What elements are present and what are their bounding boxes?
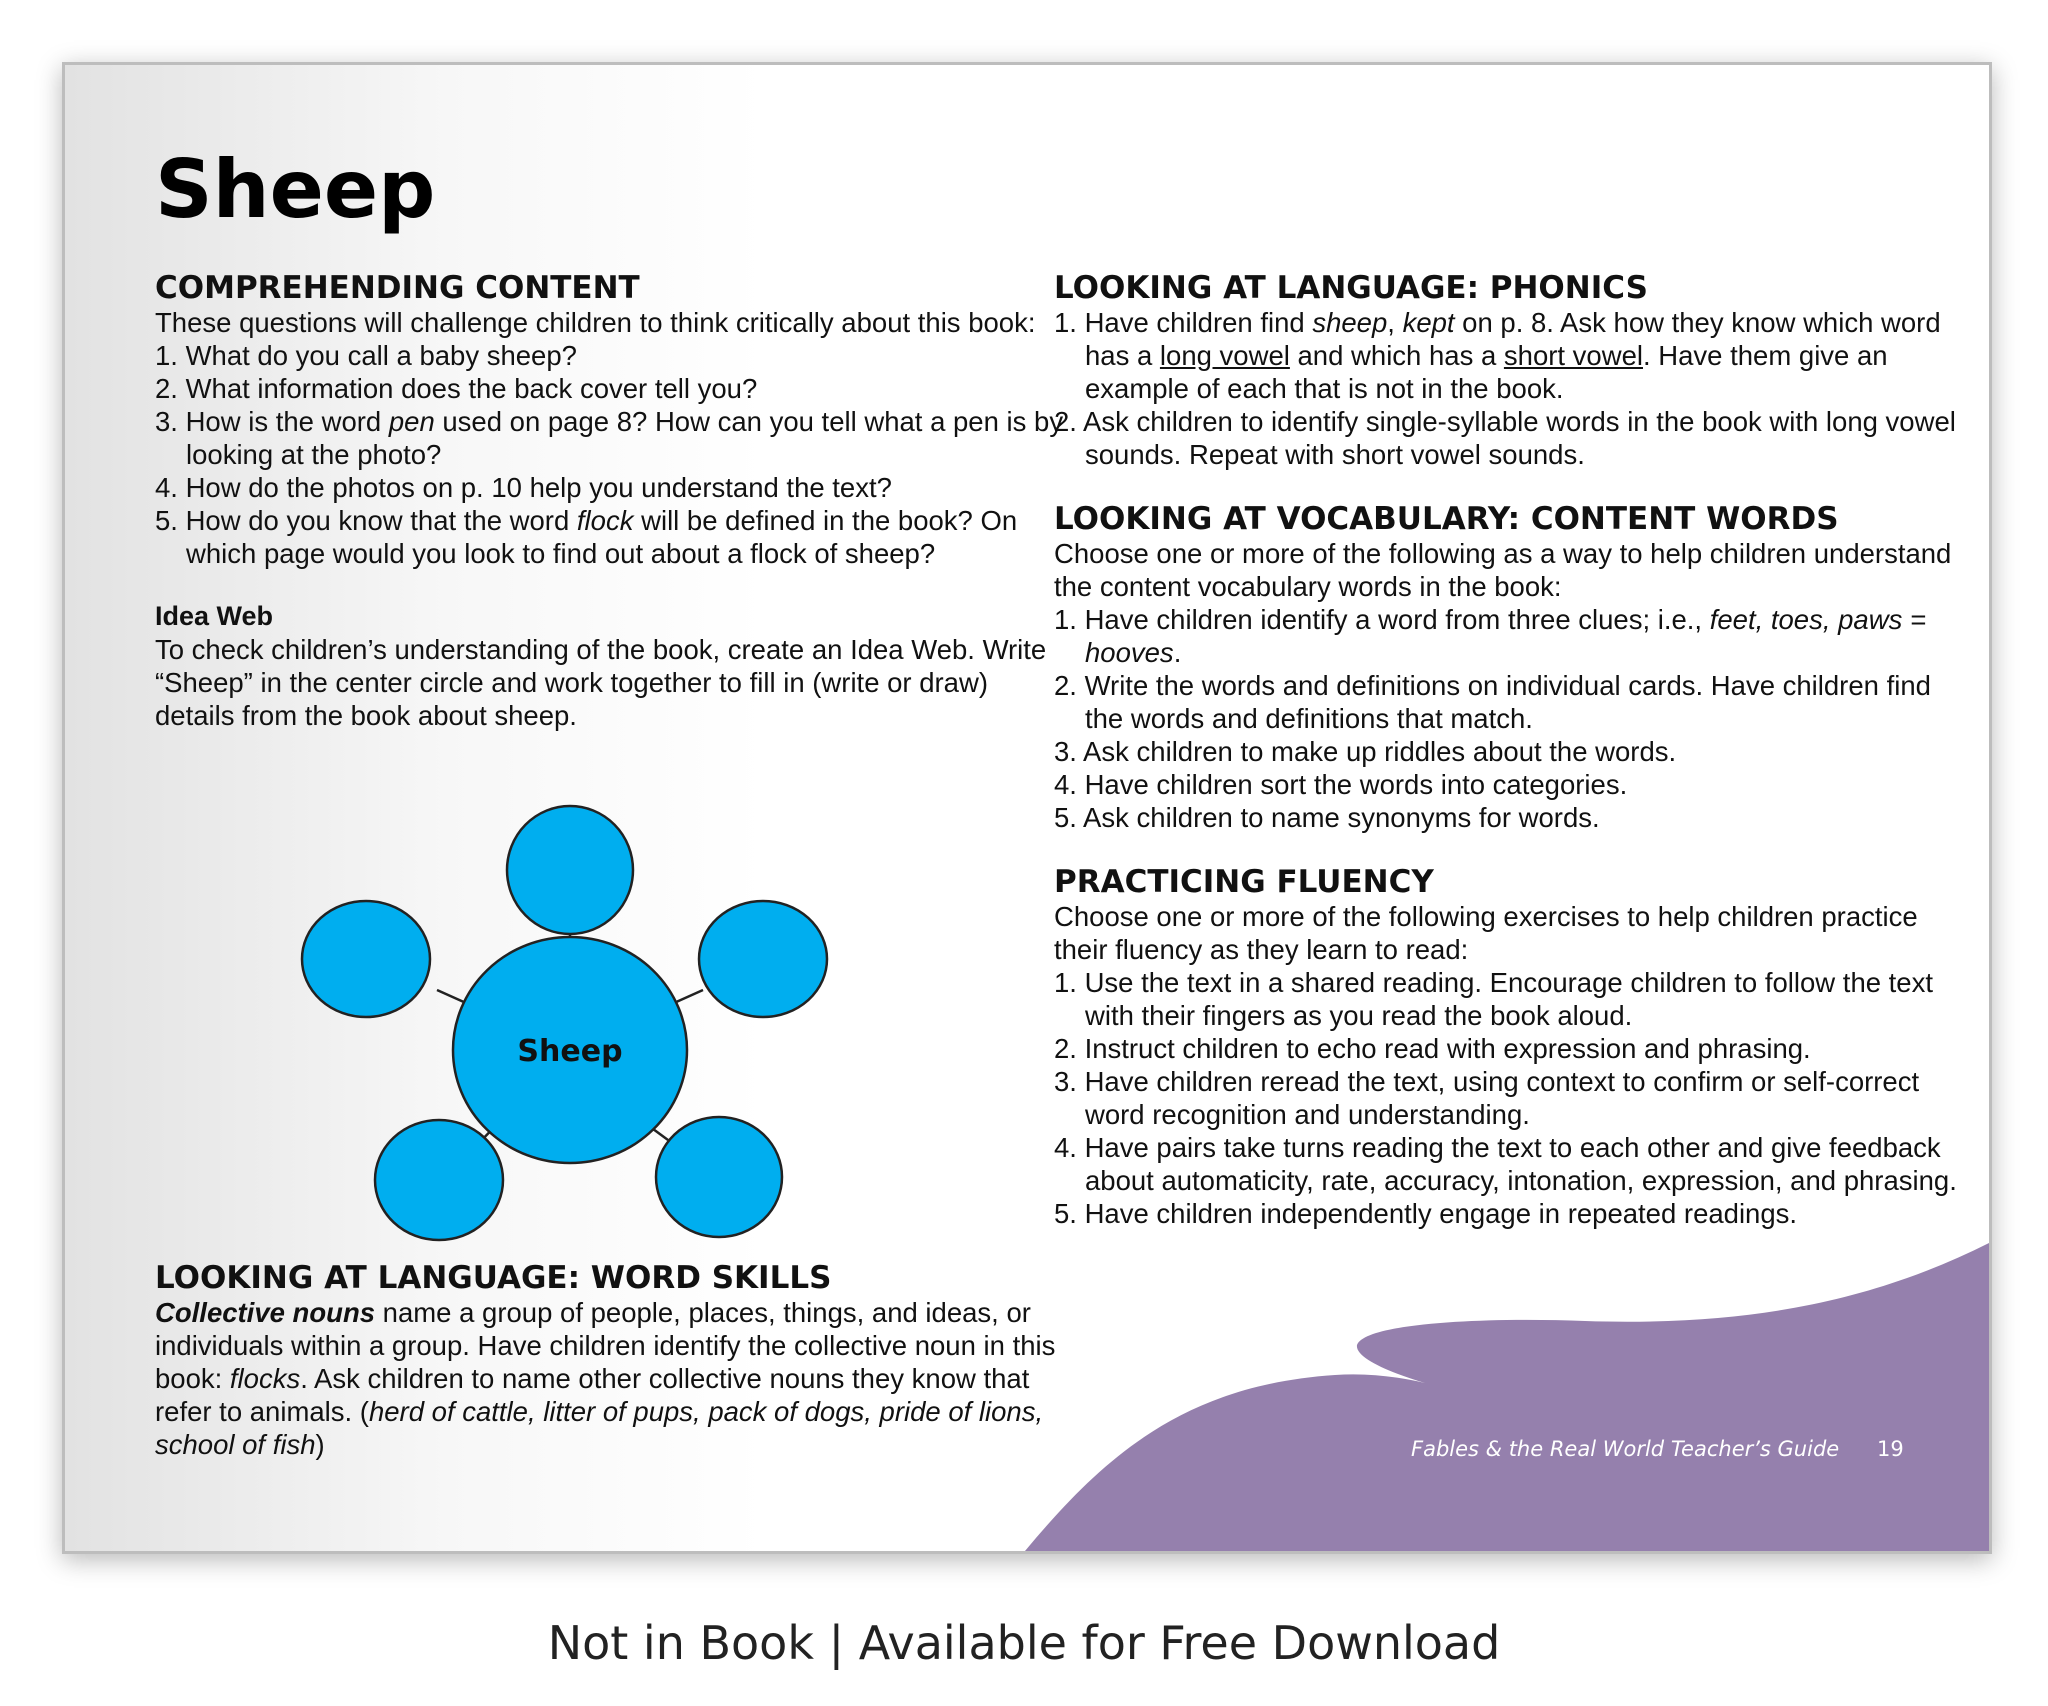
vocabulary-item-4: 4. Have children sort the words into categories. xyxy=(1054,769,1628,800)
comprehending-heading: COMPREHENDING CONTENT xyxy=(155,270,640,306)
footer-guide-title: Fables & the Real World Teacher’s Guide xyxy=(1411,1437,1840,1461)
idea-web-text: To check children’s understanding of the book, create an Idea Web. Write “Sheep” in the center circle and work together to fill in (write or draw) details from the book about sheep. xyxy=(155,634,1047,731)
phonics-item-2: 2. Ask children to identify single-syllable words in the book with long vowel sounds. Repeat with short vowel sounds. xyxy=(1054,406,1956,470)
vocabulary-heading: LOOKING AT VOCABULARY: CONTENT WORDS xyxy=(1054,501,1839,537)
phonics-item-1: 1. Have children find sheep, kept on p. 8. Ask how they know which word has a long vowel and which has a short vowel. Have them give an example of each that is not in the book. xyxy=(1054,307,1941,404)
question-2: 2. What information does the back cover tell you? xyxy=(155,373,758,404)
vocabulary-intro: Choose one or more of the following as a way to help children understand the content vocabulary words in the book: xyxy=(1054,538,1952,602)
web-center-label: Sheep xyxy=(517,1034,623,1069)
download-caption: Not in Book | Available for Free Download xyxy=(547,1616,1501,1670)
web-outer-circle-bottom-right xyxy=(656,1117,782,1237)
fluency-list xyxy=(1054,966,1974,1230)
phonics-list xyxy=(1054,306,1974,471)
fluency-item-2: 2. Instruct children to echo read with expression and phrasing. xyxy=(1054,1033,1811,1064)
fluency-item-3: 3. Have children reread the text, using context to confirm or self-correct word recognition and understanding. xyxy=(1054,1066,1920,1130)
guide-page xyxy=(62,62,1992,1554)
web-outer-circle-right xyxy=(699,901,827,1017)
fluency-intro: Choose one or more of the following exercises to help children practice their fluency as they learn to read: xyxy=(1054,901,1918,965)
vocabulary-item-1: 1. Have children identify a word from three clues; i.e., feet, toes, paws = hooves. xyxy=(1054,604,1927,668)
question-3: 3. How is the word pen used on page 8? How can you tell what a pen is by looking at the photo? xyxy=(155,406,1064,470)
fluency-heading: PRACTICING FLUENCY xyxy=(1054,864,1434,900)
question-1: 1. What do you call a baby sheep? xyxy=(155,340,577,371)
web-outer-circle-top xyxy=(507,806,633,934)
idea-web-heading: Idea Web xyxy=(155,601,274,631)
question-4: 4. How do the photos on p. 10 help you understand the text? xyxy=(155,472,892,503)
page-number: 19 xyxy=(1877,1437,1904,1461)
vocabulary-item-5: 5. Ask children to name synonyms for words. xyxy=(1054,802,1600,833)
fluency-item-5: 5. Have children independently engage in repeated readings. xyxy=(1054,1198,1798,1229)
question-5: 5. How do you know that the word flock will be defined in the book? On which page would you look to find out about a flock of sheep? xyxy=(155,505,1018,569)
page-title: Sheep xyxy=(155,143,436,236)
fluency-item-1: 1. Use the text in a shared reading. Encourage children to follow the text with their fingers as you read the book aloud. xyxy=(1054,967,1933,1031)
right-column xyxy=(1054,270,1974,1230)
word-skills-text: Collective nouns name a group of people, places, things, and ideas, or individuals within a group. Have children identify the collective noun in this book: flocks. Ask children to name other collective nouns they know that refer to animals. (herd of cattle, litter of pups, pack of dogs, pride of lions, school of fish) xyxy=(155,1297,1056,1460)
phonics-heading: LOOKING AT LANGUAGE: PHONICS xyxy=(1054,270,1648,306)
web-outer-circle-left xyxy=(302,901,430,1017)
fluency-item-4: 4. Have pairs take turns reading the text to each other and give feedback about automaticity, rate, accuracy, intonation, expression, and phrasing. xyxy=(1054,1132,1957,1196)
vocabulary-list xyxy=(1054,603,1974,834)
web-outer-circle-bottom-left xyxy=(375,1120,503,1240)
vocabulary-item-3: 3. Ask children to make up riddles about the words. xyxy=(1054,736,1677,767)
word-skills-heading: LOOKING AT LANGUAGE: WORD SKILLS xyxy=(155,1260,832,1296)
word-skills-section xyxy=(155,1260,1075,1461)
vocabulary-item-2: 2. Write the words and definitions on individual cards. Have children find the words and definitions that match. xyxy=(1054,670,1931,734)
comprehending-intro: These questions will challenge children to think critically about this book: xyxy=(155,307,1036,338)
